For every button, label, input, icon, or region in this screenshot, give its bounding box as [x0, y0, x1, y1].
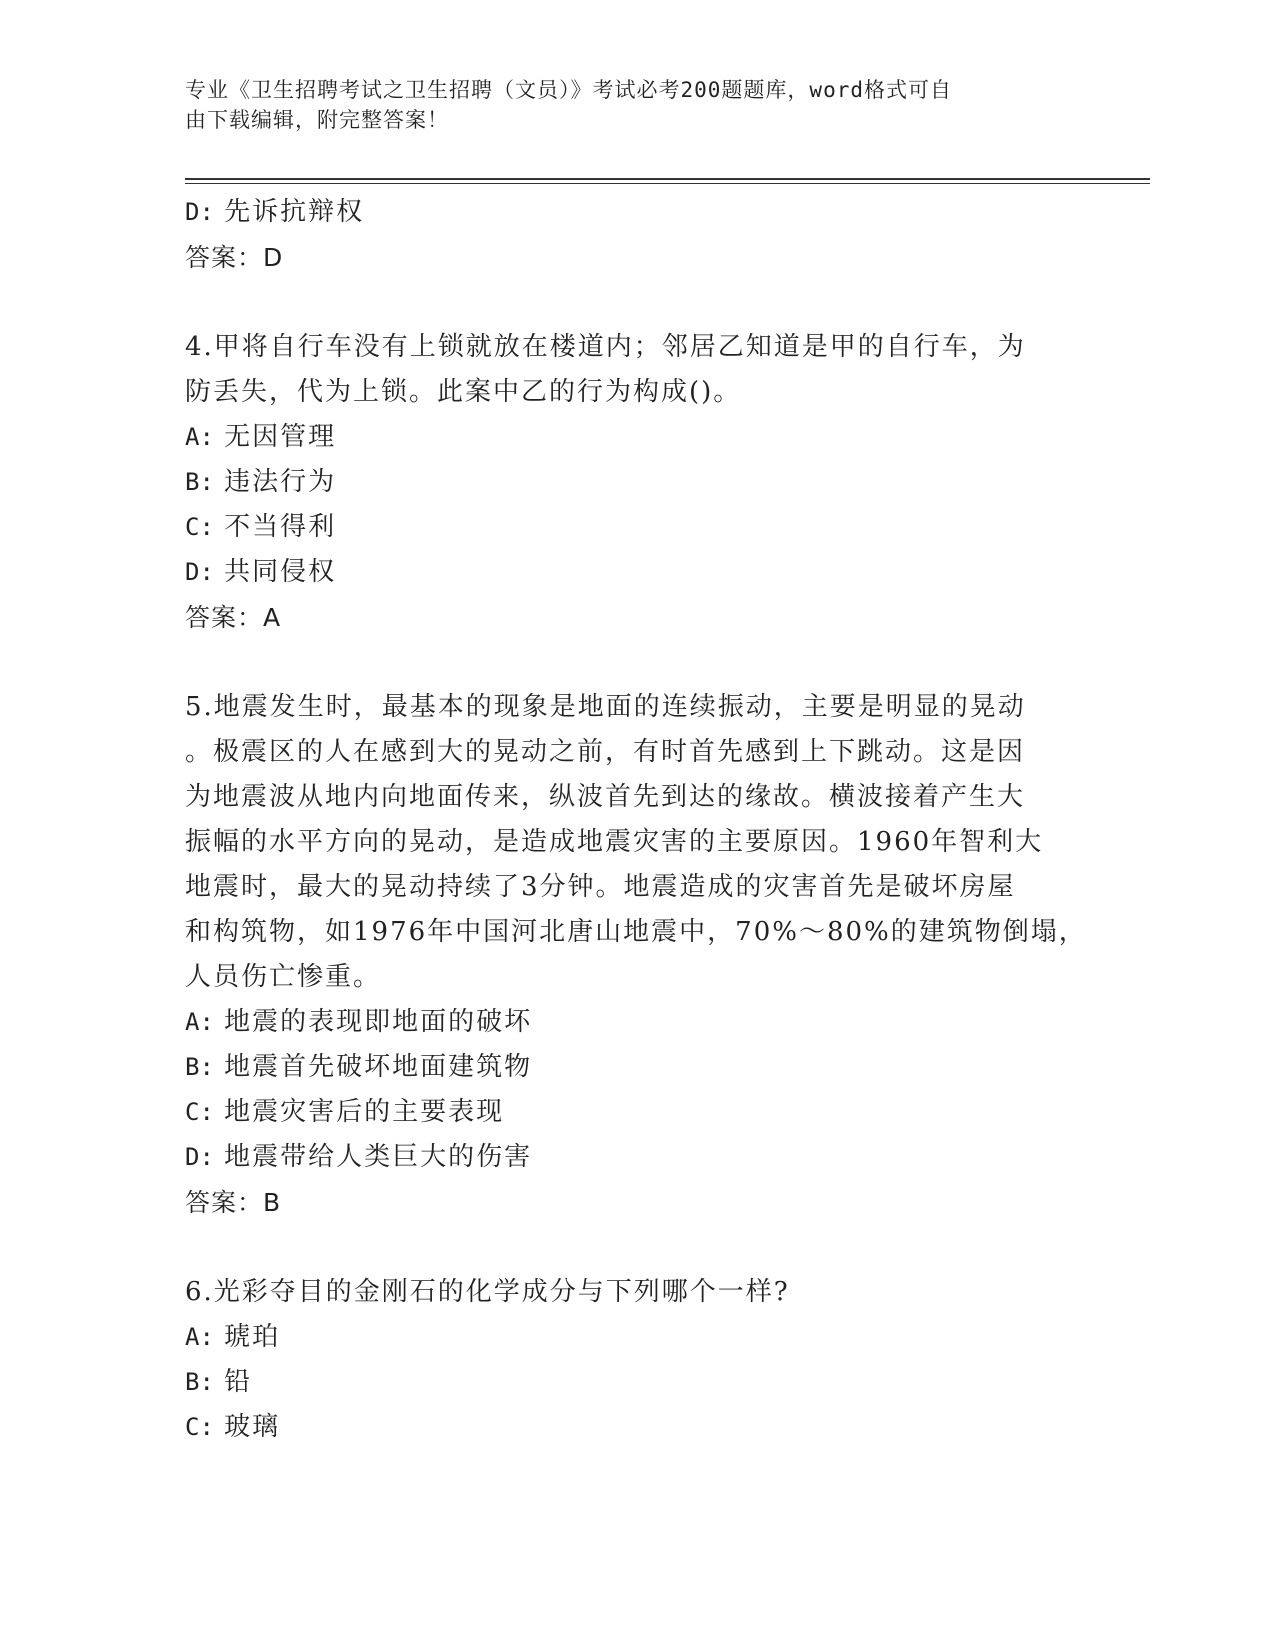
- q5-stem-line-1: 5.地震发生时，最基本的现象是地面的连续振动，主要是明显的晃动: [185, 692, 1026, 722]
- q3-answer: 答案：D: [185, 243, 284, 272]
- q5-stem-line-2: 。极震区的人在感到大的晃动之前，有时首先感到上下跳动。这是因: [185, 737, 1026, 767]
- header-line-2: 由下载编辑，附完整答案！: [185, 108, 449, 132]
- q4-stem-line-1: 4.甲将自行车没有上锁就放在楼道内；邻居乙知道是甲的自行车，为: [185, 332, 1026, 362]
- q5-stem-line-5: 地震时，最大的晃动持续了3分钟。地震造成的灾害首先是破坏房屋: [185, 872, 1016, 902]
- q4-answer: 答案：A: [185, 603, 282, 632]
- q6-stem-line-1: 6.光彩夺目的金刚石的化学成分与下列哪个一样?: [185, 1277, 790, 1307]
- q5-option-d: [185, 1135, 1065, 1180]
- option-letter: A:: [185, 423, 214, 451]
- option-letter: D:: [185, 1143, 214, 1171]
- q6-option-a: [185, 1315, 1065, 1360]
- q3-option-d: [185, 190, 1065, 235]
- option-letter: A:: [185, 1008, 214, 1036]
- option-text: 无因管理: [224, 422, 337, 452]
- document-header: [185, 75, 1065, 135]
- spacer: [185, 1225, 1065, 1270]
- q4-stem-line-2: 防丢失，代为上锁。此案中乙的行为构成()。: [185, 377, 742, 407]
- q4-option-d: [185, 550, 1065, 595]
- option-letter: C:: [185, 1413, 214, 1441]
- option-letter: B:: [185, 1368, 214, 1396]
- option-text: 不当得利: [224, 512, 337, 542]
- q5-option-c: [185, 1090, 1065, 1135]
- option-letter: A:: [185, 1323, 214, 1351]
- q4-option-c: [185, 505, 1065, 550]
- option-text: 地震首先破坏地面建筑物: [224, 1052, 533, 1082]
- option-letter: D:: [185, 558, 214, 586]
- q5-option-b: [185, 1045, 1065, 1090]
- spacer: [185, 640, 1065, 685]
- q5-answer: 答案：B: [185, 1188, 282, 1217]
- q5-option-a: [185, 1000, 1065, 1045]
- option-letter: C:: [185, 513, 214, 541]
- q5-stem-line-6: 和构筑物，如1976年中国河北唐山地震中，70%～80%的建筑物倒塌，: [185, 917, 1087, 947]
- option-text: 地震的表现即地面的破坏: [224, 1007, 533, 1037]
- q4-option-b: [185, 460, 1065, 505]
- option-text: 琥珀: [224, 1322, 281, 1352]
- option-text: 地震灾害后的主要表现: [224, 1097, 505, 1127]
- header-rule-thin: [185, 183, 1150, 184]
- q6-option-b: [185, 1360, 1065, 1405]
- option-text: 玻璃: [224, 1412, 281, 1442]
- q6-option-c: [185, 1405, 1065, 1450]
- q4-option-a: [185, 415, 1065, 460]
- option-letter: B:: [185, 1053, 214, 1081]
- option-text: 铅: [224, 1367, 253, 1397]
- q5-stem-line-4: 振幅的水平方向的晃动，是造成地震灾害的主要原因。1960年智利大: [185, 827, 1044, 857]
- document-body: [185, 190, 1087, 1450]
- option-letter: D:: [185, 198, 214, 226]
- header-line-1: 专业《卫生招聘考试之卫生招聘（文员）》考试必考200题题库，word格式可自: [185, 78, 952, 102]
- option-letter: C:: [185, 1098, 214, 1126]
- q5-stem-line-3: 为地震波从地内向地面传来，纵波首先到达的缘故。横波接着产生大: [185, 782, 1026, 812]
- option-text: 共同侵权: [224, 557, 337, 587]
- option-text: 先诉抗辩权: [224, 197, 365, 227]
- option-letter: B:: [185, 468, 214, 496]
- option-text: 违法行为: [224, 467, 337, 497]
- spacer: [185, 280, 1065, 325]
- q5-stem-line-7: 人员伤亡惨重。: [185, 962, 382, 992]
- option-text: 地震带给人类巨大的伤害: [224, 1142, 533, 1172]
- header-rule-thick: [185, 178, 1150, 180]
